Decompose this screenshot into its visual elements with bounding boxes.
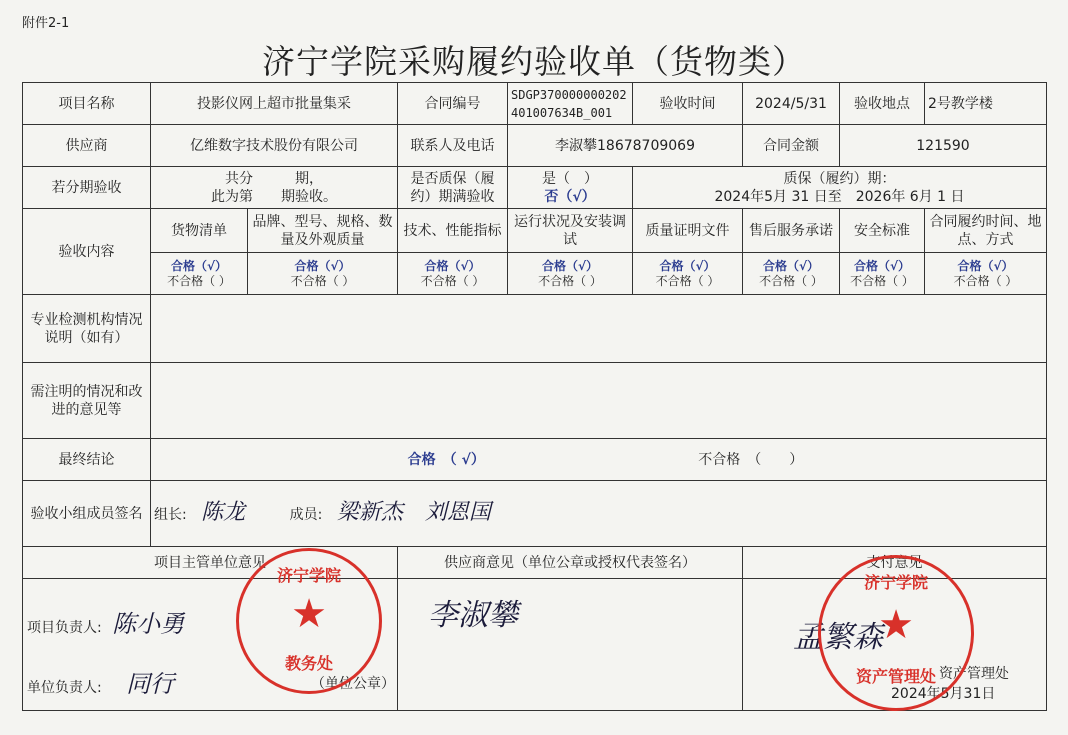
- content-column-header: 货物清单: [151, 209, 248, 253]
- fail-checkbox: 不合格（ ）: [290, 273, 355, 288]
- payment-opinion-header: 支付意见: [743, 547, 1047, 579]
- fail-checkbox: 不合格（ ）: [850, 273, 914, 288]
- conclusion-pass: 合格 （ √）: [407, 451, 485, 468]
- stage-line-1: 共分 期，: [225, 170, 323, 187]
- seal-bottom-text: 教务处: [284, 654, 333, 673]
- warranty-period-label: 质保（履约）期：: [783, 170, 896, 187]
- inspection-agency-label: 专业检测机构情况说明（如有）: [23, 295, 151, 363]
- document-title: 济宁学院采购履约验收单（货物类）: [262, 42, 806, 81]
- seal-top-text: 济宁学院: [276, 566, 341, 585]
- fail-checkbox: 不合格（ ）: [538, 273, 602, 288]
- supplier-opinion-header: 供应商意见（单位公章或授权代表签名）: [398, 547, 743, 579]
- stage-line-2: 此为第 期验收。: [211, 188, 337, 205]
- fail-checkbox: 不合格（ ）: [655, 273, 720, 288]
- project-name-value: 投影仪网上超市批量集采: [151, 83, 398, 125]
- seal-star-icon: ★: [878, 602, 914, 648]
- acceptance-place-label: 验收地点: [840, 83, 925, 125]
- unit-lead-label: 单位负责人:: [27, 680, 102, 696]
- payment-date: 2024年5月31日: [891, 686, 996, 702]
- content-column-header: 合同履约时间、地点、方式: [925, 209, 1047, 253]
- fail-checkbox: 不合格（ ）: [953, 273, 1018, 288]
- pass-checkbox: 合格（√）: [957, 258, 1014, 273]
- notes-value: [151, 363, 1047, 439]
- fail-checkbox: 不合格（ ）: [167, 273, 231, 288]
- seal-bottom-text: 资产管理处: [855, 667, 936, 686]
- team-signature-label: 验收小组成员签名: [23, 481, 151, 547]
- contract-number-label: 合同编号: [398, 83, 508, 125]
- project-name-label: 项目名称: [23, 83, 151, 125]
- warranty-period-value: 2024年5月 31 日至 2026年 6月 1 日: [714, 188, 965, 205]
- content-column-header: 运行状况及安装调试: [508, 209, 633, 253]
- fail-checkbox: 不合格（ ）: [759, 273, 823, 288]
- pass-checkbox: 合格（√）: [659, 258, 716, 273]
- acceptance-time-value: 2024/5/31: [743, 83, 840, 125]
- pass-checkbox: 合格（√）: [424, 258, 481, 273]
- acceptance-time-label: 验收时间: [633, 83, 743, 125]
- seal-star-icon: ★: [291, 591, 327, 637]
- final-conclusion-label: 最终结论: [23, 439, 151, 481]
- team-members-signature: 梁新杰 刘恩国: [336, 499, 491, 525]
- conclusion-fail: 不合格 （ ）: [698, 451, 804, 468]
- contract-number-value: SDGP370000000202401007634B_001: [508, 83, 633, 125]
- attachment-number: 附件2-1: [22, 16, 70, 31]
- supplier-label: 供应商: [23, 125, 151, 167]
- notes-label: 需注明的情况和改进的意见等: [23, 363, 151, 439]
- asset-management-seal: [818, 555, 974, 711]
- stage-acceptance-label: 若分期验收: [23, 167, 151, 209]
- team-leader-signature: 陈龙: [201, 499, 246, 525]
- unit-lead-signature: 同行: [126, 670, 175, 698]
- contract-amount-label: 合同金额: [743, 125, 840, 167]
- project-lead-label: 项目负责人:: [27, 620, 102, 636]
- pass-checkbox: 合格（√）: [170, 258, 227, 273]
- pass-checkbox: 合格（√）: [853, 258, 910, 273]
- acceptance-content-label: 验收内容: [23, 209, 151, 295]
- pass-checkbox: 合格（√）: [762, 258, 819, 273]
- inspection-agency-value: [151, 295, 1047, 363]
- fail-checkbox: 不合格（ ）: [420, 273, 485, 288]
- academic-affairs-seal: [236, 548, 382, 694]
- payment-signature: 孟繁森: [793, 620, 883, 655]
- supplier-value: 亿维数字技术股份有限公司: [151, 125, 398, 167]
- pass-checkbox: 合格（√）: [541, 258, 598, 273]
- warranty-question-line-1: 是否质保（履: [410, 170, 495, 187]
- payment-department: 资产管理处: [939, 666, 1009, 682]
- contract-amount-value: 121590: [840, 125, 1047, 167]
- team-members-label: 成员:: [289, 506, 323, 523]
- content-column-header: 质量证明文件: [633, 209, 743, 253]
- contact-value: 李淑攀18678709069: [508, 125, 743, 167]
- supplier-signature: 李淑攀: [428, 598, 518, 633]
- unit-seal-label: （单位公章）: [311, 676, 395, 692]
- acceptance-place-value: 2号教学楼: [925, 83, 1047, 125]
- pass-checkbox: 合格（√）: [294, 258, 351, 273]
- content-column-header: 技术、性能指标: [398, 209, 508, 253]
- content-column-header: 品牌、型号、规格、数量及外观质量: [248, 209, 398, 253]
- team-leader-label: 组长:: [154, 506, 187, 523]
- contact-label: 联系人及电话: [398, 125, 508, 167]
- content-column-header: 售后服务承诺: [743, 209, 840, 253]
- warranty-question-line-2: 约）期满验收: [410, 188, 495, 205]
- warranty-yes-option: 是（ ）: [542, 170, 598, 187]
- project-lead-signature: 陈小勇: [112, 610, 185, 638]
- content-column-header: 安全标准: [840, 209, 925, 253]
- dept-opinion-header: 项目主管单位意见: [23, 547, 398, 579]
- seal-top-text: 济宁学院: [863, 573, 928, 592]
- warranty-no-option: 否（√）: [544, 188, 596, 205]
